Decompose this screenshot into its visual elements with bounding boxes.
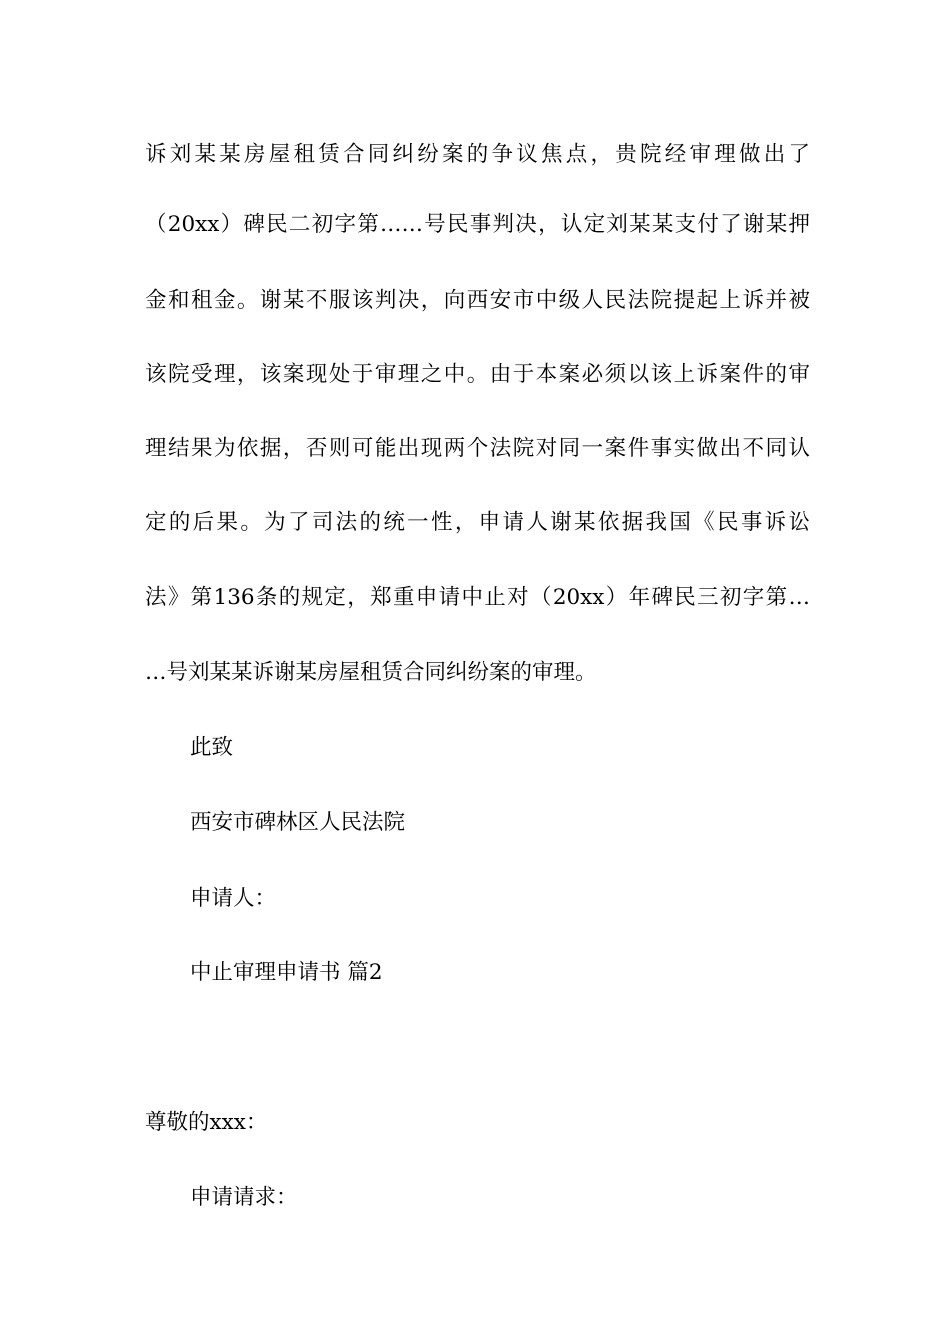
greeting: 尊敬的xxx： xyxy=(145,1110,268,1135)
paragraph-line-6: 定的后果。为了司法的统一性，申请人谢某依据我国《民事诉讼 xyxy=(145,510,810,535)
paragraph-line-4: 该院受理，该案现处于审理之中。由于本案必须以该上诉案件的审 xyxy=(145,362,810,387)
section-title: 中止审理申请书 篇2 xyxy=(190,960,383,985)
paragraph-line-8: …号刘某某诉谢某房屋租赁合同纠纷案的审理。 xyxy=(145,660,597,685)
request-label: 申请请求： xyxy=(190,1185,298,1210)
paragraph-line-3: 金和租金。谢某不服该判决，向西安市中级人民法院提起上诉并被 xyxy=(145,288,810,313)
paragraph-line-2: （20xx）碑民二初字第……号民事判决，认定刘某某支付了谢某押 xyxy=(145,212,810,237)
paragraph-line-1: 诉刘某某房屋租赁合同纠纷案的争议焦点，贵院经审理做出了 xyxy=(145,142,810,167)
closing-salutation: 此致 xyxy=(190,735,234,760)
closing-recipient: 西安市碑林区人民法院 xyxy=(190,810,406,835)
paragraph-line-5: 理结果为依据，否则可能出现两个法院对同一案件事实做出不同认 xyxy=(145,436,810,461)
paragraph-line-7: 法》第136条的规定，郑重申请中止对（20xx）年碑民三初字第… xyxy=(145,585,810,610)
applicant-label: 申请人： xyxy=(190,886,277,911)
